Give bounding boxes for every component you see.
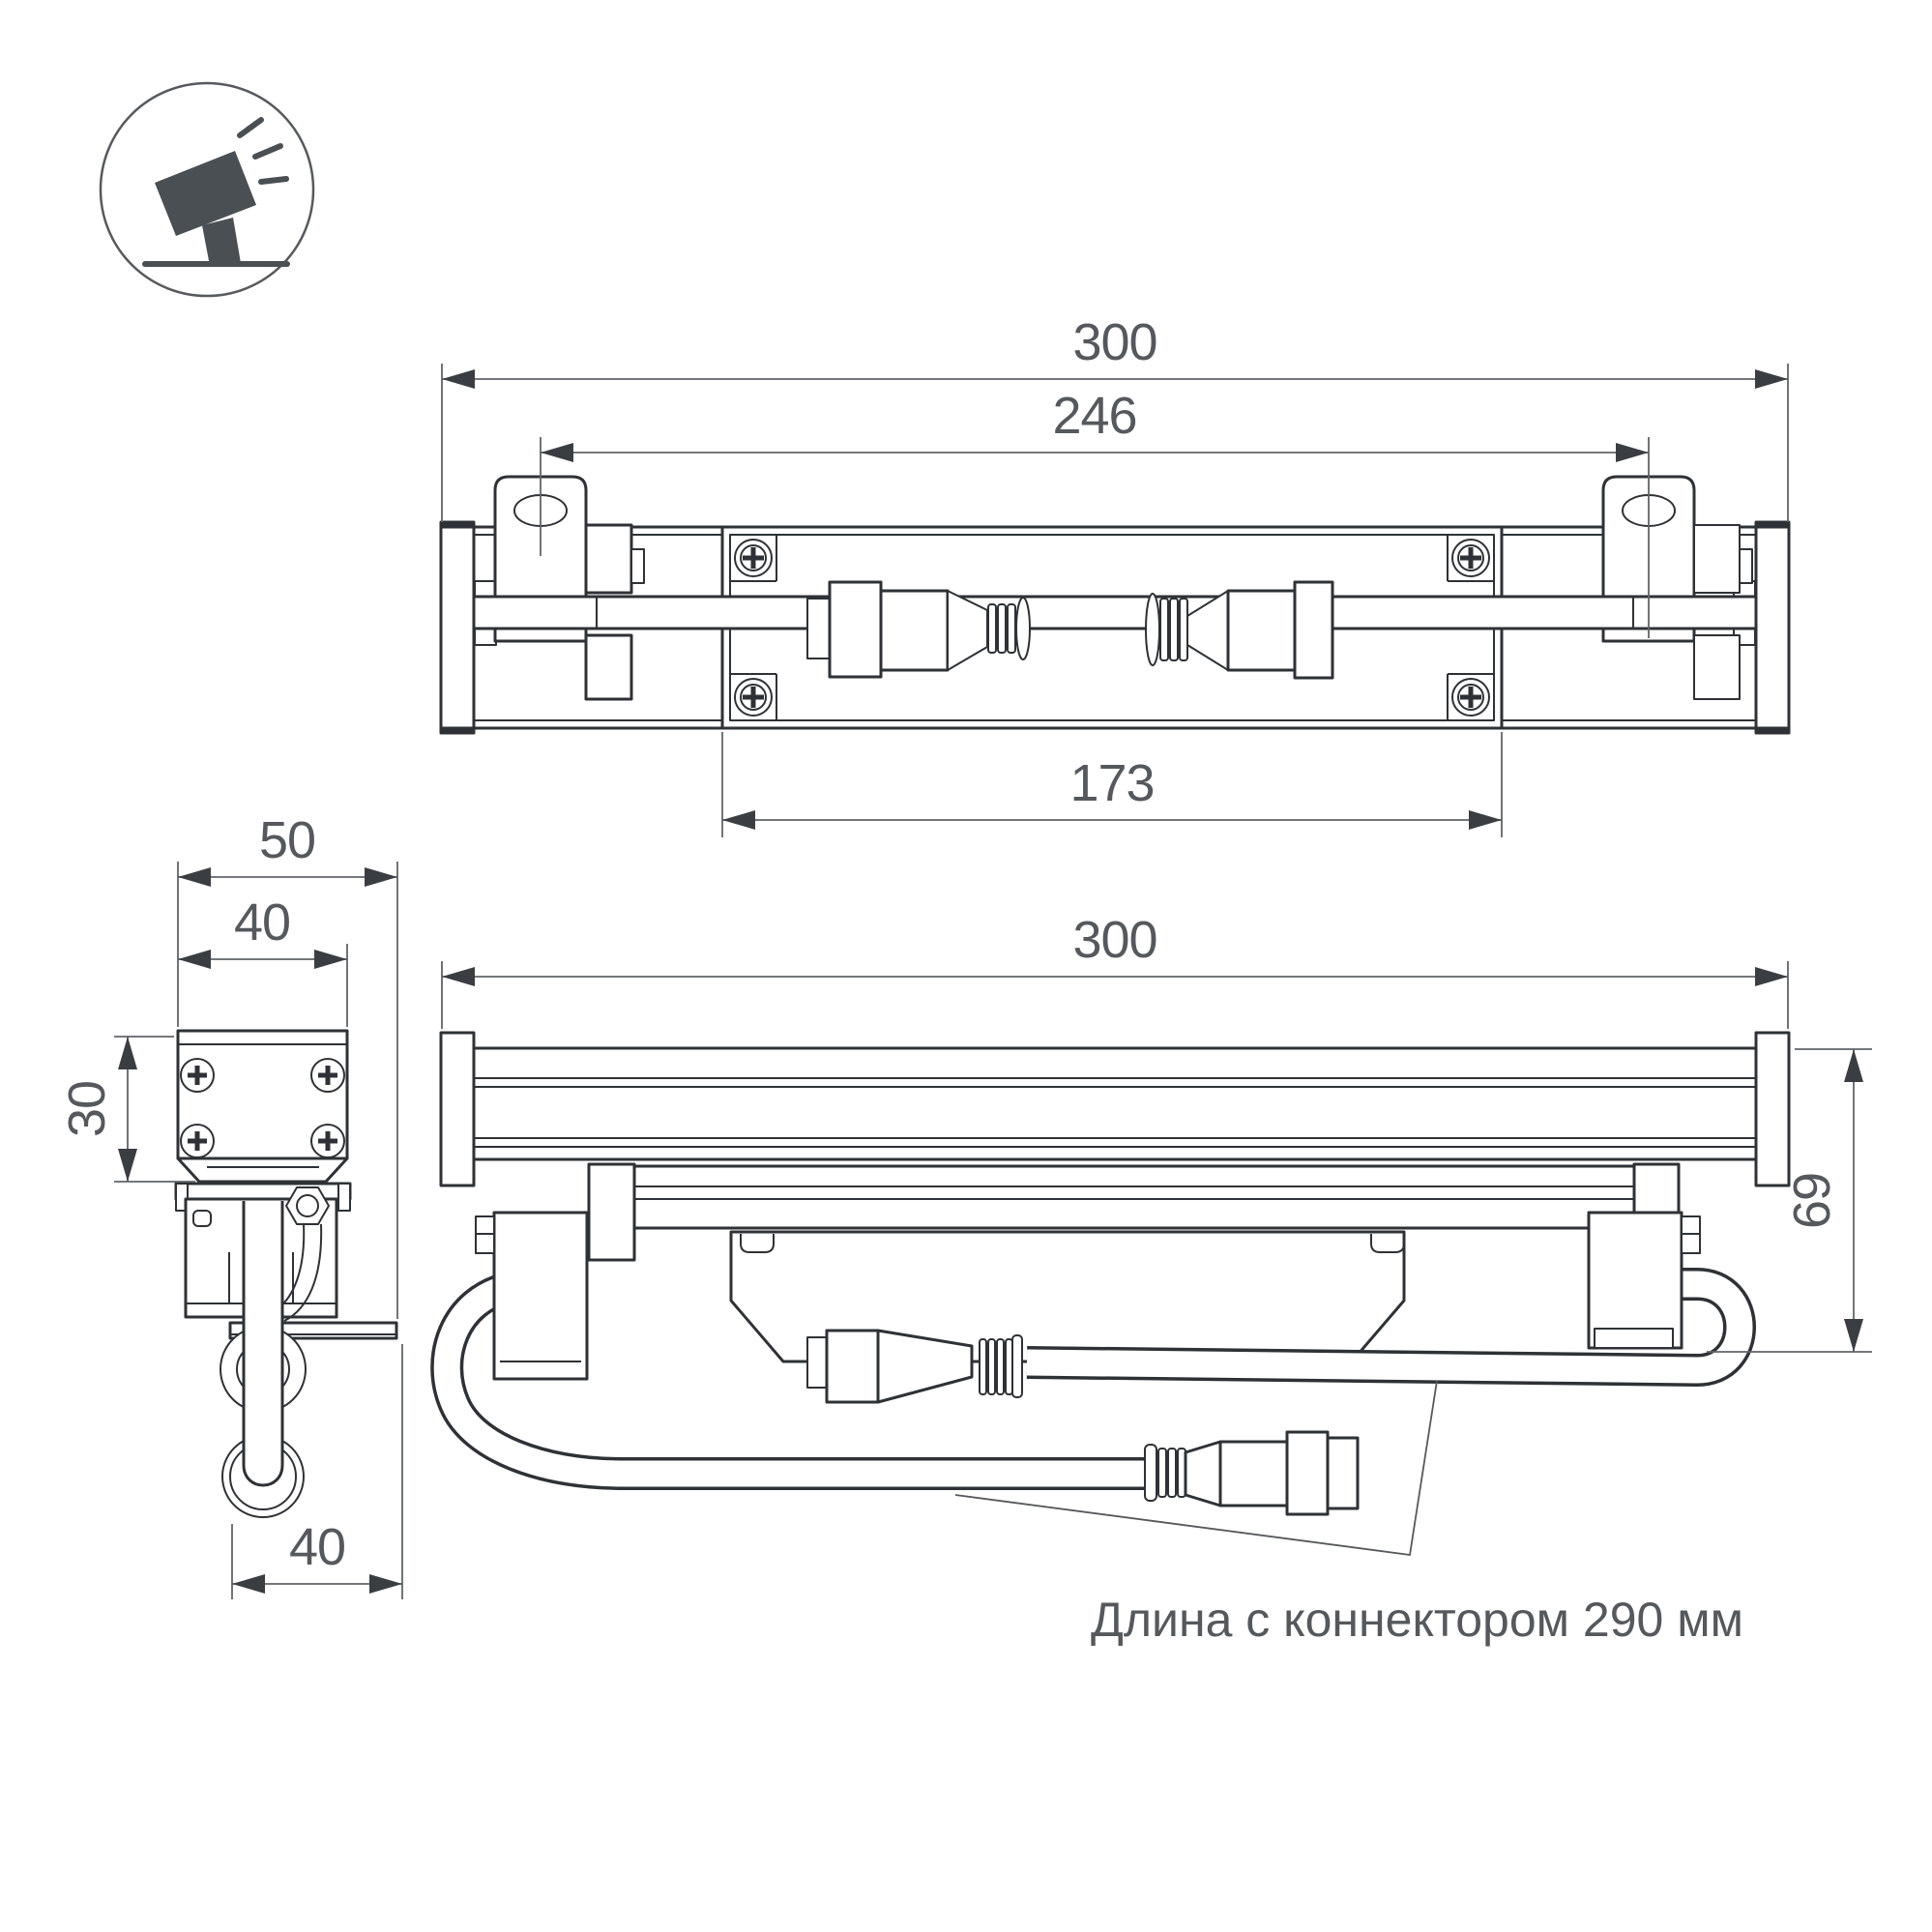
right-end-cap bbox=[1756, 522, 1789, 733]
dim-label-30: 30 bbox=[58, 1080, 116, 1138]
through-cable bbox=[454, 597, 1777, 629]
wedge bbox=[178, 1158, 347, 1182]
back-plate bbox=[634, 1166, 1679, 1228]
front-left-cap bbox=[441, 1033, 474, 1186]
dim-label-300-top: 300 bbox=[1072, 313, 1157, 371]
left-end-cap bbox=[441, 522, 474, 733]
dim-label-300-front: 300 bbox=[1072, 911, 1157, 969]
dim-side-30 bbox=[58, 1037, 195, 1182]
dim-top-173 bbox=[722, 732, 1502, 837]
front-right-cap bbox=[1756, 1033, 1789, 1186]
cable-length-note: Длина с коннектором 290 мм bbox=[1091, 1593, 1743, 1647]
dim-label-173: 173 bbox=[1069, 754, 1155, 812]
dim-label-246: 246 bbox=[1052, 387, 1137, 445]
side-cable bbox=[244, 1201, 282, 1485]
side-view bbox=[58, 811, 402, 1599]
dim-front-300 bbox=[442, 911, 1788, 1029]
front-view bbox=[441, 911, 1872, 1647]
end-connector bbox=[1145, 1432, 1358, 1514]
front-left-bracket bbox=[476, 1164, 634, 1379]
dim-label-40-bottom: 40 bbox=[288, 1518, 346, 1576]
floodlight-icon bbox=[101, 83, 313, 296]
inline-connector bbox=[807, 1331, 1022, 1402]
dim-label-69: 69 bbox=[1783, 1172, 1841, 1230]
front-bar bbox=[474, 1048, 1756, 1159]
dim-side-40 bbox=[178, 893, 347, 1027]
dim-label-50: 50 bbox=[258, 811, 316, 869]
dim-label-40: 40 bbox=[233, 893, 291, 951]
top-view bbox=[441, 313, 1789, 837]
